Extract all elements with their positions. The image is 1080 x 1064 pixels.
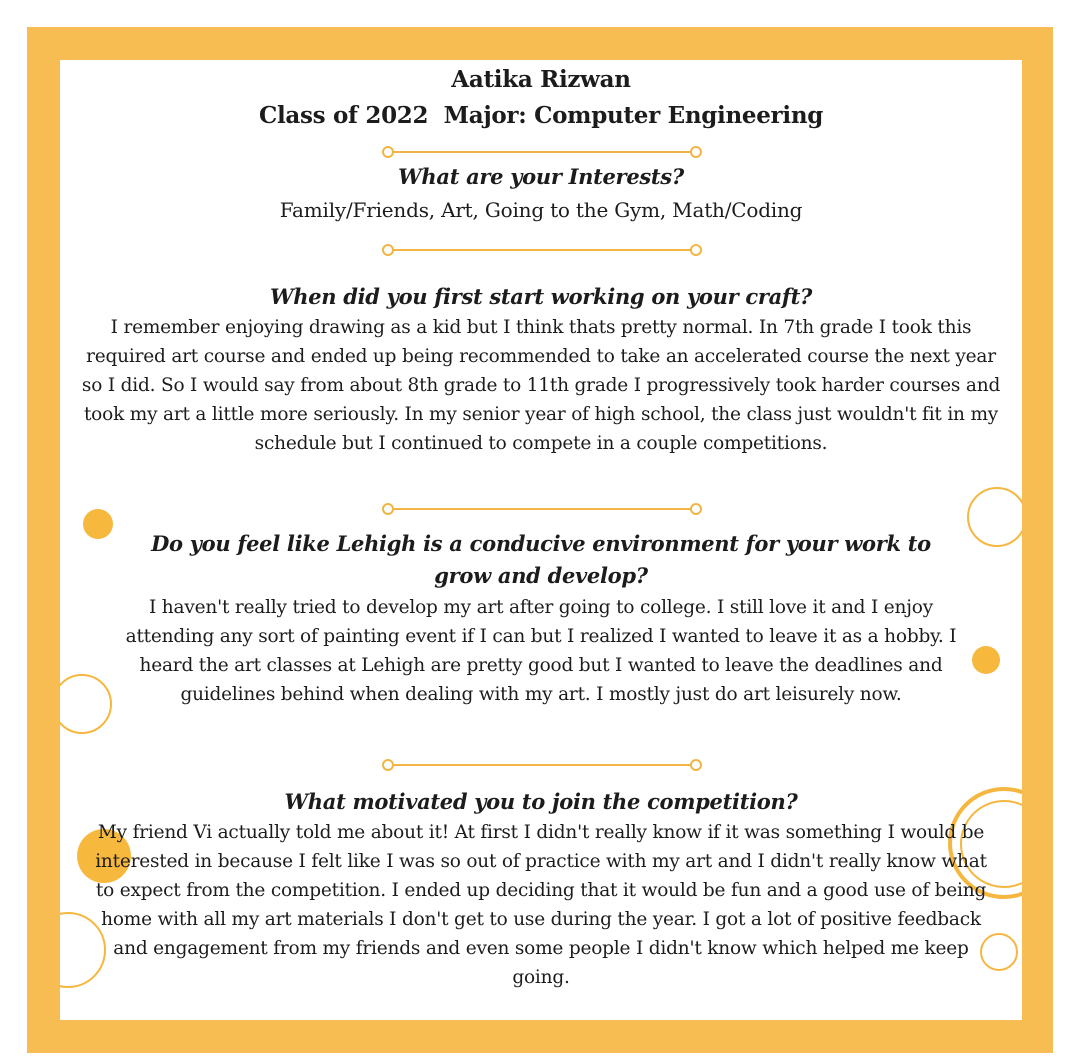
question-craft-start: When did you first start working on your craft? bbox=[269, 284, 813, 309]
answer-craft-start: I remember enjoying drawing as a kid but I think thats pretty normal. In 7th grade I took this required art course and ended up being recommended to take an accelerated course the next year so I did. So I would say from about 8th grade to 11th grade I progressively took harder courses and took my art a little more seriously. In my senior year of high school, the class just wouldn't fit in my schedule but I continued to compete in a couple competitions. bbox=[81, 317, 1001, 454]
decor-ring-right-top-icon bbox=[967, 487, 1022, 547]
divider-4 bbox=[382, 759, 702, 771]
divider-ring-icon bbox=[690, 759, 702, 771]
profile-name: Aatika Rizwan bbox=[451, 66, 631, 93]
profile-subtitle: Class of 2022 Major: Computer Engineering bbox=[258, 102, 824, 129]
divider-1 bbox=[382, 146, 702, 158]
divider-ring-icon bbox=[690, 146, 702, 158]
divider-2 bbox=[382, 244, 702, 256]
answer-interests: Family/Friends, Art, Going to the Gym, Math/Coding bbox=[279, 198, 803, 222]
question-lehigh-environment: Do you feel like Lehigh is a conducive environment for your work to grow and develop? bbox=[151, 531, 931, 588]
profile-card bbox=[60, 60, 1022, 1020]
divider-ring-icon bbox=[690, 244, 702, 256]
divider-ring-icon bbox=[690, 503, 702, 515]
answer-motivation: My friend Vi actually told me about it! At first I didn't really know if it was something I would be interested in because I felt like I was so out of practice with my art and I didn't really know what to expect from the competition. I ended up deciding that it would be fun and a good use of being home with all my art materials I don't get to use during the year. I got a lot of positive feedback and engagement from my friends and even some people I didn't know which helped me keep going. bbox=[95, 822, 987, 988]
decor-dot-left-icon bbox=[83, 509, 113, 539]
divider-3 bbox=[382, 503, 702, 515]
answer-lehigh-environment: I haven't really tried to develop my art after going to college. I still love it and I enjoy attending any sort of painting event if I can but I realized I wanted to leave it as a hobby. I heard the art classes at Lehigh are pretty good but I wanted to leave the deadlines and guidelines behind when dealing with my art. I mostly just do art leisurely now. bbox=[125, 597, 957, 705]
question-interests: What are your Interests? bbox=[398, 164, 684, 189]
question-motivation: What motivated you to join the competition? bbox=[284, 789, 798, 814]
